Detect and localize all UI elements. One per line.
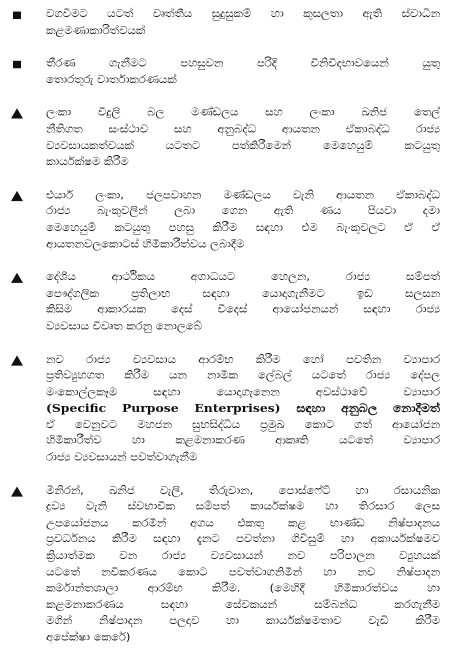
list-item <box>0 269 458 334</box>
text-line: ව්‍යවසාය විවෘත කරනු නොලබේ <box>46 319 202 333</box>
list-item-text <box>46 55 440 88</box>
list-item-text <box>46 482 440 645</box>
text-line: ඒ වෙනුවට මහජන සුභසිද්ධිය ප්‍රමුඛ කොට ගත් ආයෝජන <box>46 417 440 431</box>
list-item-text <box>46 105 440 170</box>
triangle-bullet-icon <box>10 190 24 203</box>
text-line: කිසිම ආකාරයක දෙස් විදෙස් ආයෝජනයන් සඳහා රාජ්‍ය <box>46 302 440 316</box>
text-line: මිනිරන්, ඛනිජ වැලි, තිරුවාන, පොස්ෆේට් හා රසායනික <box>46 483 440 497</box>
text-line: අපේක්ෂා කෙරේ) <box>46 630 131 644</box>
list-item <box>0 351 458 465</box>
text-line: එයාර් ලංකා, ජලපවාහන මණ්ඩලය වැනි ආයතන ඒකාබද්ධ <box>46 187 440 201</box>
list-item-text <box>46 187 440 252</box>
text-line: හිමිකාරීත්ව හා කළමනාකරණ ආකෘති යටතේ ව්‍යාපාර <box>46 433 440 447</box>
text-line: දේශීය ආර්ථිකය අගාධයට හෙලන, රාජ්‍ය සම්පත් <box>46 270 440 284</box>
text-line: ක්‍රියාත්මක වන රාජ්‍ය ව්‍යවසායන් නව පරිපාලන ව්‍යුහයක් <box>46 548 440 562</box>
list-item <box>0 187 458 252</box>
text-line: යටතේ නවීකරණය කොට පවත්වාගනිමින් හා නව නිෂ්පාදන <box>46 565 440 579</box>
text-line: කළමනාකරණය සඳහා සේවකයන් සම්බන්ධ කරගැනීම <box>46 597 440 611</box>
policy-bullet-list <box>0 6 458 663</box>
list-item <box>0 55 458 88</box>
text-line: වගවීමට යටත් වෘත්තීය සුදුසුකම් හා කුසලතා ඇති ස්වාධීන <box>46 6 440 20</box>
triangle-bullet-icon <box>10 485 24 498</box>
square-bullet-icon <box>10 9 24 22</box>
triangle-bullet-icon <box>10 108 24 121</box>
text-line: මෙහෙයුම් කටයුතු පහසු කිරීම සඳහා එම බැංකුවලට ඒ ඒ <box>46 220 440 234</box>
text-line: පෞද්ගලික ප්‍රතිලාභ සඳහා යොදාගැනීමට ඉඩ සලසන <box>46 286 440 300</box>
list-item-text <box>46 269 440 334</box>
text-line: ලංකා විදුලි බල මණ්ඩලය සහ ලංකා ඛනිජ තෙල් <box>46 105 440 119</box>
text-line: කාර්යක්ෂම කිරීම <box>46 154 129 168</box>
list-item <box>0 6 458 39</box>
list-item-text <box>46 6 440 39</box>
text-line: තොරතුරු වාර්තාකරණයක් <box>46 72 177 86</box>
text-line: ද්‍රව්‍ය වැනි ස්වභාවික සම්පත් කාර්යක්ෂම හා තිරසාර ලෙස <box>46 499 440 513</box>
text-line: මගින් නිෂ්පාදන පලදාව හා කාර්යක්ෂමතාව වැඩි කිරීම <box>46 614 440 628</box>
text-line: (Specific Purpose Enterprises) සඳහා අනුබල නොදීමත් <box>46 401 440 416</box>
square-bullet-icon <box>10 58 24 71</box>
text-line: කර්මාන්තශාලා ආරම්භ කිරීම. (මෙහිදී හිමිකාරත්වය හා <box>46 581 440 595</box>
text-line: තීරණ ගැනීමට පහසුවන පරිදි විනිවිදභාවයෙන් යුතු <box>46 56 440 70</box>
text-line: රාජ්‍ය බැංකුවලින් ලබා ගෙන ඇති ණය පියවා දමා <box>46 204 440 218</box>
list-item <box>0 105 458 170</box>
text-line: ප්‍රතිව්‍යුහගත කිරීම යන නාමික ලේබල් යටතේ රාජ්‍ය දේපල <box>46 368 440 382</box>
text-line: ප්‍රවර්ධනය කිරීම සඳහා දැනට පවත්නා ගිවිසුම් හා අකාර්යක්ෂමව <box>46 532 440 546</box>
text-line: නව රාජ්‍ය ව්‍යවසාය ආරම්භ කිරීම හෝ පවතින ව්‍යාපාර <box>46 352 440 366</box>
list-item-text <box>46 351 440 465</box>
triangle-bullet-icon <box>10 354 24 367</box>
text-line: නීතිගත සංස්ථාව සහ අනුබද්ධ ආයතන ඒකාබද්ධ රාජ්‍ය <box>46 122 440 136</box>
text-line: ව්‍යවසායකත්වයක් යටතට පත්කිරීමෙන් මෙහෙයුම් කටයුතු <box>46 138 440 152</box>
text-line: රාජ්‍ය ව්‍යවසායන් පවත්වාගැනීම <box>46 450 198 464</box>
text-line: උපයෝජනය කරමින් අගය එකතු කළ භාණ්ඩ නිෂ්පාදනය <box>46 516 440 530</box>
text-line: මංකොල්ලකෑම සඳහා යොදාගැනෙන අවස්ථාවේ ව්‍යාපාර <box>46 384 440 398</box>
list-item <box>0 482 458 645</box>
text-line: ආයතනවලකොටස් හිමිකාරීත්වය ලබාදීම <box>46 236 245 250</box>
text-line: කළමණාකාරිත්වයක් <box>46 23 146 37</box>
triangle-bullet-icon <box>10 272 24 285</box>
